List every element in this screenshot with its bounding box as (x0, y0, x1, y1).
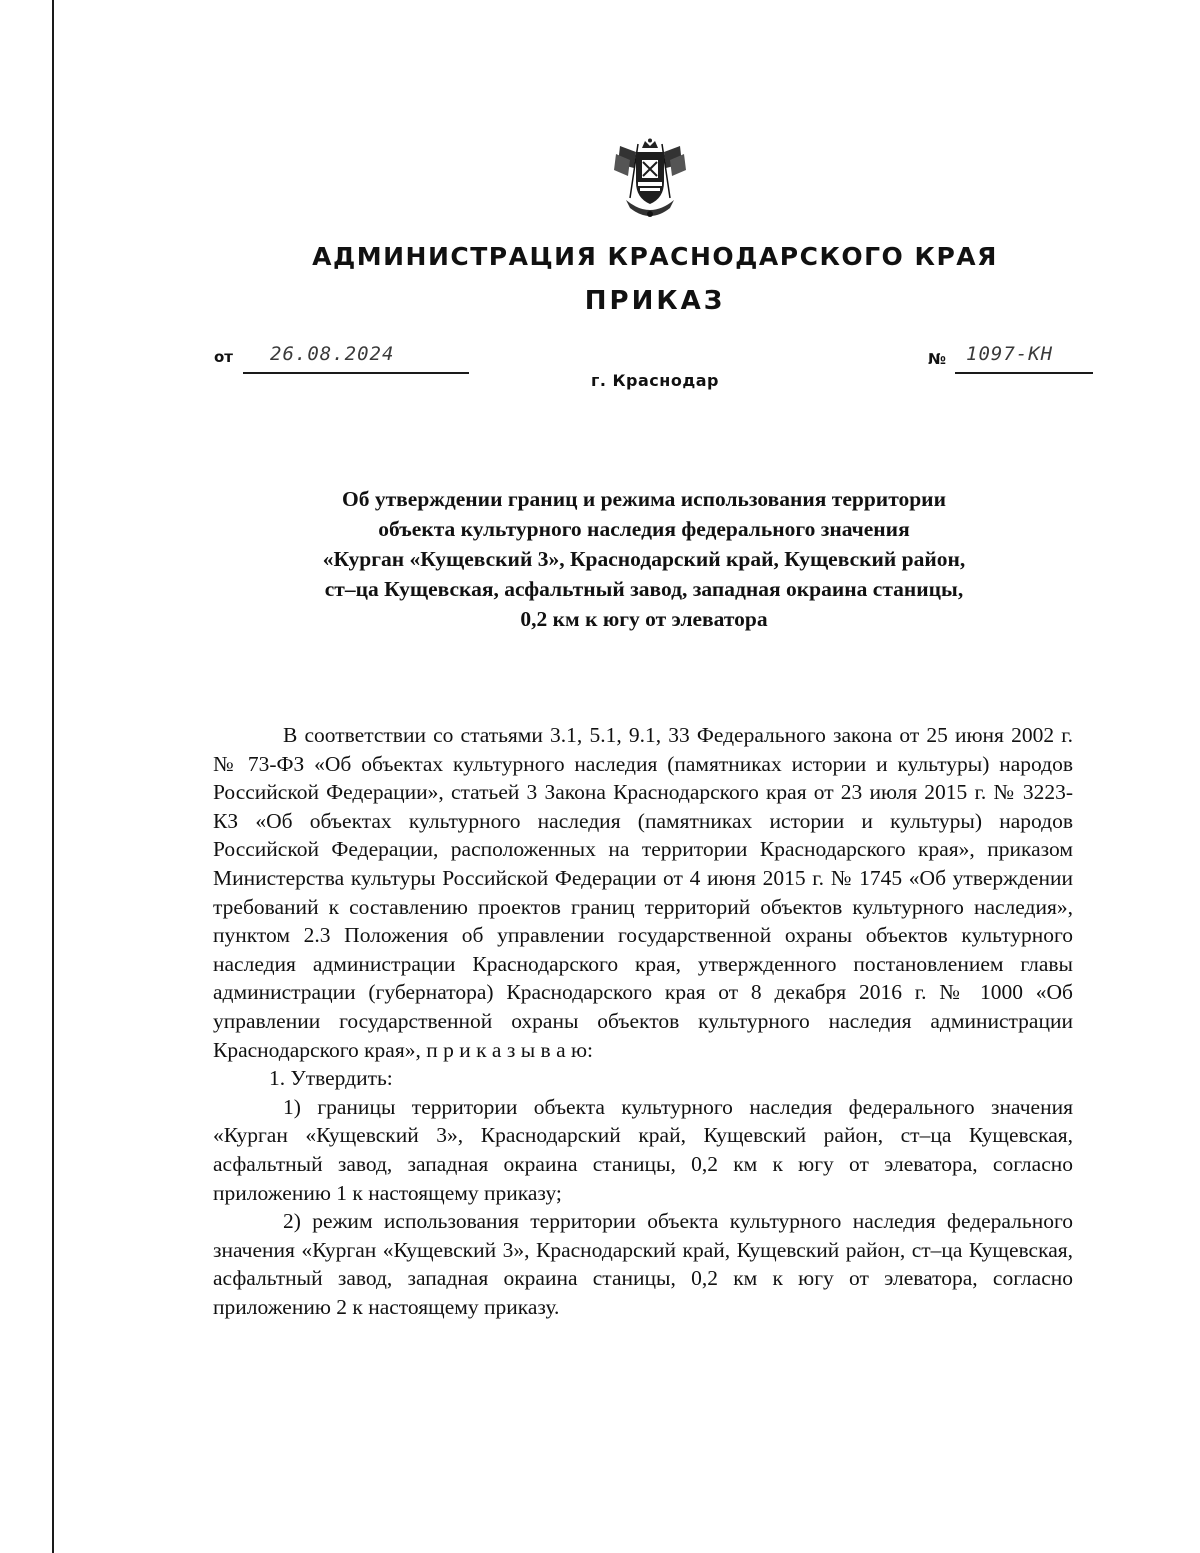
document-type: ПРИКАЗ (584, 286, 726, 316)
point-1-paragraph: 1. Утвердить: (269, 1066, 393, 1091)
order-body (213, 721, 1073, 1321)
scan-left-edge (52, 0, 54, 1553)
preamble-paragraph: В соответствии со статьями 3.1, 5.1, 9.1, 33 Федерального закона от 25 июня 2002 г. № 73-ФЗ «Об объектах культурного наследия (памятниках истории и культуры) народов Российской Федерации», статьей 3 Закона Краснодарского края от 23 июля 2015 г. № 3223-КЗ «Об объектах культурного наследия (памятниках истории и культуры) народов Российской Федерации, расположенных на территории Краснодарского края», приказом Министерства культуры Российской Федерации от 4 июня 2015 г. № 1745 «Об утверждении требований к составлению проектов границ территорий объектов культурного наследия», пунктом 2.3 Положения об управлении государственной охраны объектов культурного наследия администрации Краснодарского края, утвержденного постановлением главы администрации (губернатора) Краснодарского края от 8 декабря 2016 г. № 1000 «Об управлении государственной охраны объектов культурного наследия администрации Краснодарского края», п р и к а з ы в а ю: (213, 723, 1073, 1062)
title-line: 0,2 км к югу от элеватора (520, 607, 768, 631)
order-title (200, 484, 1088, 634)
subpoint-1-paragraph: 1) границы территории объекта культурного наследия федерального значения «Курган «Кущевский 3», Краснодарский край, Кущевский район, ст–ца Кущевская, асфальтный завод, западная окраина станицы, 0,2 км к югу от элеватора, согласно приложению 1 к настоящему приказу; (213, 1094, 1073, 1205)
title-line: ст–ца Кущевская, асфальтный завод, западная окраина станицы, (324, 577, 964, 601)
handwritten-date: 26.08.2024 (270, 343, 395, 365)
title-line: объекта культурного наследия федерального значения (378, 517, 910, 541)
title-line: Об утверждении границ и режима использования территории (342, 487, 946, 511)
number-label: № (928, 350, 947, 368)
organization-name: АДМИНИСТРАЦИЯ КРАСНОДАРСКОГО КРАЯ (312, 242, 998, 271)
subpoint-2-paragraph: 2) режим использования территории объекта культурного наследия федерального значения «Курган «Кущевский 3», Краснодарский край, Кущевский район, ст–ца Кущевская, асфальтный завод, западная окраина станицы, 0,2 км к югу от элеватора, согласно приложению 2 к настоящему приказу. (213, 1209, 1073, 1319)
handwritten-number: 1097-КН (966, 343, 1054, 365)
coat-of-arms-icon (612, 138, 688, 220)
date-label: от (214, 348, 233, 366)
city-line: г. Краснодар (590, 371, 720, 390)
title-line: «Курган «Кущевский 3», Краснодарский край, Кущевский район, (322, 547, 966, 571)
